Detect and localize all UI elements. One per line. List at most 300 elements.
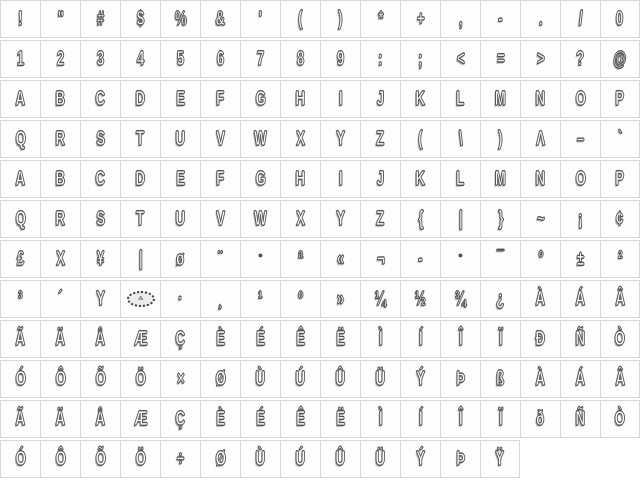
glyph: ": [57, 8, 64, 30]
glyph-cell: [280, 120, 320, 158]
glyph: ': [258, 8, 263, 30]
glyph: Ú: [295, 368, 306, 390]
glyph: D: [135, 88, 146, 110]
glyph-cell: [400, 320, 440, 358]
glyph-cell: [200, 240, 240, 278]
glyph: »: [336, 288, 345, 310]
glyph: Ë: [336, 408, 345, 430]
glyph-cell: [480, 160, 520, 198]
glyph: Ï: [498, 408, 503, 430]
glyph-cell: [560, 400, 600, 438]
glyph-cell: [400, 120, 440, 158]
glyph-cell: [520, 0, 560, 38]
charmap-row: [0, 160, 640, 198]
glyph-cell: [280, 440, 320, 478]
charmap-row: [0, 440, 640, 478]
glyph: Þ: [456, 368, 465, 390]
glyph-cell: [40, 360, 80, 398]
glyph: À: [535, 368, 546, 390]
glyph: Ÿ: [495, 448, 505, 470]
glyph: ²: [617, 248, 623, 270]
glyph-cell: [360, 200, 400, 238]
glyph-cell: [440, 400, 480, 438]
glyph: =: [496, 48, 505, 70]
glyph: !: [18, 8, 23, 30]
glyph-cell: [360, 120, 400, 158]
glyph-cell: [80, 0, 120, 38]
glyph: M: [494, 168, 506, 190]
charmap-row: [0, 80, 640, 118]
glyph-cell: [600, 0, 640, 38]
glyph: (: [418, 128, 423, 150]
glyph: E: [176, 168, 185, 190]
glyph: Y: [336, 128, 345, 150]
glyph: Ñ: [575, 328, 586, 350]
charmap-row: [0, 320, 640, 358]
glyph: O: [575, 88, 586, 110]
glyph: ß: [496, 368, 505, 390]
glyph: C: [95, 168, 106, 190]
glyph-cell: [400, 280, 440, 318]
glyph: Ü: [375, 368, 386, 390]
glyph: Û: [335, 368, 346, 390]
glyph: ð: [536, 408, 545, 430]
charmap-row: [0, 240, 640, 278]
glyph-cell: [320, 40, 360, 78]
glyph: #: [96, 8, 105, 30]
glyph: V: [216, 208, 225, 230]
glyph: (: [298, 8, 303, 30]
glyph-cell: [320, 240, 360, 278]
glyph-cell: [280, 240, 320, 278]
glyph: Ã: [15, 408, 26, 430]
glyph-cell: [240, 440, 280, 478]
glyph: ;: [418, 48, 423, 70]
glyph-cell: [40, 280, 80, 318]
glyph-cell: [480, 280, 520, 318]
glyph: Þ: [456, 448, 465, 470]
glyph-cell: [240, 40, 280, 78]
glyph-cell: [80, 120, 120, 158]
glyph-cell: [0, 0, 40, 38]
glyph: G: [255, 168, 266, 190]
glyph-cell: [80, 200, 120, 238]
glyph: È: [216, 408, 225, 430]
glyph: A: [15, 88, 26, 110]
charmap-row: [0, 360, 640, 398]
glyph: \: [458, 128, 463, 150]
glyph-cell: [600, 360, 640, 398]
glyph: P: [615, 88, 625, 110]
glyph: -: [418, 248, 423, 270]
glyph: D: [135, 168, 146, 190]
glyph-cell: [280, 400, 320, 438]
glyph: Â: [615, 288, 625, 310]
glyph: V: [216, 128, 225, 150]
glyph-cell: [120, 240, 160, 278]
glyph-cell: [560, 360, 600, 398]
glyph: C: [95, 88, 106, 110]
charmap-row: [0, 40, 640, 78]
glyph-cell: [0, 80, 40, 118]
glyph: R: [55, 128, 66, 150]
glyph: K: [415, 168, 426, 190]
glyph-cell: [240, 120, 280, 158]
glyph-cell: [280, 40, 320, 78]
filled-circle-glyph: ●: [257, 249, 264, 260]
glyph: E: [176, 88, 185, 110]
seal-badge-icon: [127, 291, 155, 307]
glyph: U: [175, 128, 186, 150]
glyph-cell: [200, 360, 240, 398]
glyph-cell: [560, 240, 600, 278]
glyph: Ý: [416, 368, 425, 390]
glyph: À: [535, 288, 546, 310]
glyph-cell: [480, 240, 520, 278]
glyph: ¢: [616, 208, 624, 230]
glyph-cell: [120, 280, 160, 318]
glyph: |: [458, 208, 463, 230]
glyph-cell: [0, 360, 40, 398]
glyph-cell: [440, 240, 480, 278]
glyph: Å: [95, 328, 106, 350]
glyph: Ç: [175, 328, 186, 350]
glyph: >: [536, 48, 545, 70]
glyph-cell: [120, 120, 160, 158]
glyph-cell: [200, 200, 240, 238]
glyph: º: [298, 288, 303, 310]
glyph-cell: [320, 320, 360, 358]
glyph: £: [16, 248, 25, 270]
glyph-cell: [520, 160, 560, 198]
glyph-cell: [600, 200, 640, 238]
glyph-cell: [280, 0, 320, 38]
glyph: Å: [95, 408, 106, 430]
glyph: X: [56, 248, 65, 270]
glyph-cell: [440, 160, 480, 198]
glyph-cell: [360, 0, 400, 38]
glyph-cell: [160, 440, 200, 478]
glyph-cell: [160, 240, 200, 278]
glyph: L: [456, 168, 465, 190]
glyph: Ô: [55, 448, 66, 470]
glyph-cell: [120, 440, 160, 478]
glyph-cell: [160, 360, 200, 398]
glyph: P: [615, 168, 625, 190]
glyph: N: [535, 88, 546, 110]
glyph: N: [535, 168, 546, 190]
glyph: «: [336, 248, 345, 270]
glyph: ¹: [258, 288, 263, 310]
glyph-cell: [360, 40, 400, 78]
glyph: |: [138, 248, 143, 270]
glyph-cell: [440, 280, 480, 318]
glyph-cell: [560, 200, 600, 238]
glyph-cell: [200, 400, 240, 438]
glyph: -: [498, 8, 503, 30]
glyph: Ç: [175, 408, 186, 430]
glyph: {: [417, 208, 424, 230]
glyph-cell: [40, 0, 80, 38]
glyph: $: [136, 8, 145, 30]
glyph: F: [216, 168, 225, 190]
glyph-cell: [520, 400, 560, 438]
charmap-row: [0, 0, 640, 38]
glyph-cell: [160, 320, 200, 358]
glyph-cell: [520, 120, 560, 158]
glyph: .: [538, 8, 543, 30]
glyph: 0: [616, 8, 624, 30]
glyph: Õ: [95, 448, 106, 470]
glyph: É: [256, 328, 265, 350]
glyph: I: [338, 88, 343, 110]
glyph-cell: [560, 440, 600, 478]
glyph: &: [215, 8, 226, 30]
glyph-cell: [560, 280, 600, 318]
glyph-cell: [280, 360, 320, 398]
glyph: J: [376, 88, 385, 110]
glyph: 3: [96, 48, 105, 70]
glyph: Ü: [375, 448, 386, 470]
glyph-cell: [480, 120, 520, 158]
glyph-cell: [160, 120, 200, 158]
glyph-cell: [40, 440, 80, 478]
glyph: K: [415, 88, 426, 110]
glyph: X: [296, 128, 305, 150]
glyph: +: [416, 8, 425, 30]
glyph: <: [456, 48, 465, 70]
glyph: Ê: [296, 328, 305, 350]
glyph-cell: [600, 80, 640, 118]
glyph: Í: [418, 328, 423, 350]
glyph-cell: [360, 240, 400, 278]
glyph-cell: [520, 240, 560, 278]
glyph: B: [55, 168, 66, 190]
glyph-cell: [160, 40, 200, 78]
filled-circle-glyph: ●: [457, 249, 464, 260]
glyph-cell: [80, 280, 120, 318]
glyph-cell: [480, 80, 520, 118]
glyph-cell: [200, 320, 240, 358]
glyph: ): [338, 8, 343, 30]
glyph: Ê: [296, 408, 305, 430]
glyph-cell: [160, 280, 200, 318]
glyph: *: [377, 8, 384, 30]
glyph-cell: [400, 400, 440, 438]
glyph-cell: [40, 240, 80, 278]
glyph-cell: [40, 80, 80, 118]
glyph-cell: [520, 360, 560, 398]
glyph: J: [376, 168, 385, 190]
glyph: G: [255, 88, 266, 110]
glyph-cell: [80, 440, 120, 478]
glyph-cell: [320, 160, 360, 198]
glyph-cell: [0, 200, 40, 238]
glyph: Â: [615, 368, 625, 390]
glyph-cell: [200, 440, 240, 478]
glyph-cell: [440, 440, 480, 478]
glyph-cell: [600, 240, 640, 278]
glyph-cell: [240, 320, 280, 358]
glyph-cell: [120, 0, 160, 38]
glyph-cell: [360, 360, 400, 398]
glyph: Q: [15, 128, 26, 150]
glyph: ¬: [376, 248, 385, 270]
glyph: Ä: [55, 328, 66, 350]
glyph-cell: [280, 80, 320, 118]
glyph-cell: [40, 120, 80, 158]
glyph-cell: [200, 80, 240, 118]
glyph-cell: [120, 200, 160, 238]
seal-badge-text: ⁂: [138, 295, 143, 302]
glyph: S: [96, 208, 105, 230]
glyph: ¾: [454, 288, 467, 310]
glyph-cell: [400, 360, 440, 398]
glyph-cell: [200, 0, 240, 38]
glyph-cell: [280, 280, 320, 318]
glyph-cell: [440, 40, 480, 78]
glyph-cell: [160, 0, 200, 38]
glyph: Î: [458, 408, 463, 430]
glyph-cell: [600, 440, 640, 478]
glyph-cell: [240, 400, 280, 438]
glyph: Ø: [215, 448, 226, 470]
glyph-cell: [560, 320, 600, 358]
glyph-cell: [80, 40, 120, 78]
glyph-cell: [440, 360, 480, 398]
glyph: ½: [414, 288, 427, 310]
glyph-cell: [160, 200, 200, 238]
glyph-cell: [240, 280, 280, 318]
glyph: 5: [176, 48, 185, 70]
glyph: ~: [536, 208, 545, 230]
glyph-cell: [400, 40, 440, 78]
glyph-cell: [360, 320, 400, 358]
glyph: 8: [296, 48, 305, 70]
glyph-cell: [40, 40, 80, 78]
glyph-cell: [0, 240, 40, 278]
glyph: Y: [336, 208, 345, 230]
glyph-cell: [160, 80, 200, 118]
glyph-cell: [0, 280, 40, 318]
glyph: H: [295, 88, 306, 110]
glyph-cell: [480, 0, 520, 38]
glyph: Ã: [15, 328, 26, 350]
glyph: ?: [576, 48, 585, 70]
glyph: R: [55, 208, 66, 230]
glyph: T: [136, 128, 145, 150]
glyph: Ó: [15, 448, 26, 470]
glyph-cell: [600, 280, 640, 318]
glyph: Æ: [133, 328, 148, 350]
glyph: Z: [376, 128, 385, 150]
glyph-cell: [440, 80, 480, 118]
glyph-cell: [480, 200, 520, 238]
glyph-cell: [200, 40, 240, 78]
glyph: ¸: [218, 288, 223, 310]
glyph-cell: [240, 0, 280, 38]
glyph: X: [296, 208, 305, 230]
glyph-cell: [80, 80, 120, 118]
glyph-cell: [560, 40, 600, 78]
glyph: Ó: [15, 368, 26, 390]
glyph: 1: [16, 48, 25, 70]
glyph-cell: [480, 40, 520, 78]
glyph: Ë: [336, 328, 345, 350]
glyph: Í: [418, 408, 423, 430]
glyph-cell: [400, 0, 440, 38]
glyph: :: [378, 48, 383, 70]
glyph: Ö: [135, 368, 146, 390]
glyph-cell: [80, 360, 120, 398]
glyph: Û: [335, 448, 346, 470]
glyph-cell: [200, 120, 240, 158]
glyph: S: [96, 128, 105, 150]
glyph: Á: [575, 368, 586, 390]
glyph-cell: [400, 160, 440, 198]
glyph: ±: [576, 248, 585, 270]
glyph-cell: [360, 440, 400, 478]
glyph-cell: [320, 200, 360, 238]
glyph-cell: [40, 200, 80, 238]
glyph-cell: [80, 160, 120, 198]
glyph: `: [617, 128, 623, 150]
charmap-row: [0, 400, 640, 438]
charmap-row: [0, 120, 640, 158]
glyph: ª: [298, 248, 303, 270]
glyph: ¨: [218, 248, 223, 270]
glyph-cell: [360, 400, 400, 438]
glyph-cell: [160, 160, 200, 198]
glyph-cell: [0, 320, 40, 358]
glyph-cell: [0, 160, 40, 198]
glyph-cell: [440, 320, 480, 358]
glyph: –: [576, 128, 585, 150]
glyph-cell: [280, 320, 320, 358]
glyph-cell: [120, 40, 160, 78]
glyph-cell: [440, 120, 480, 158]
glyph-cell: [320, 120, 360, 158]
glyph-cell: [40, 160, 80, 198]
glyph-cell: [80, 240, 120, 278]
glyph-cell: [0, 400, 40, 438]
glyph-cell: [160, 400, 200, 438]
glyph: Q: [15, 208, 26, 230]
glyph: É: [256, 408, 265, 430]
glyph-cell: [480, 440, 520, 478]
glyph: Õ: [95, 368, 106, 390]
glyph: Ì: [378, 408, 383, 430]
glyph: M: [494, 88, 506, 110]
glyph-cell: [600, 160, 640, 198]
glyph-cell: [240, 360, 280, 398]
glyph-cell: [560, 0, 600, 38]
glyph: U: [175, 208, 186, 230]
glyph-cell: [120, 360, 160, 398]
glyph-cell: [280, 160, 320, 198]
glyph-cell: [400, 200, 440, 238]
glyph: 7: [256, 48, 265, 70]
glyph: B: [55, 88, 66, 110]
glyph: ,: [458, 8, 463, 30]
glyph: Ö: [135, 448, 146, 470]
glyph-cell: [480, 360, 520, 398]
glyph: ¡: [578, 208, 583, 230]
glyph-cell: [400, 440, 440, 478]
glyph-cell: [320, 400, 360, 438]
glyph: ×: [176, 368, 185, 390]
glyph: ¼: [374, 288, 387, 310]
